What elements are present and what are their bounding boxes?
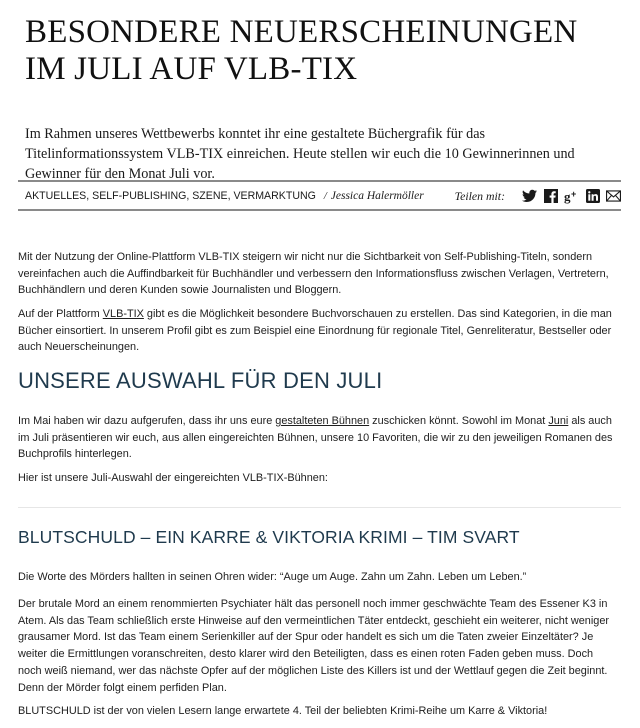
svg-text:g: g [564, 188, 571, 204]
text: zuschicken könnt. Sowohl im Monat [369, 415, 549, 427]
book-heading-blutschuld: BLUTSCHULD – EIN KARRE & VIKTORIA KRIMI – TIM SVART [18, 527, 520, 547]
intro-paragraph-2 [18, 306, 618, 356]
text: Im Mai haben wir dazu aufgerufen, dass ihr uns eure [18, 415, 276, 427]
email-icon[interactable] [606, 189, 621, 204]
text: Auf der Plattform [18, 308, 103, 320]
share-bar [455, 186, 621, 206]
category-link-aktuelles[interactable]: AKTUELLES [25, 190, 87, 202]
meta-categories-author [25, 189, 424, 204]
category-link-vermarktung[interactable]: VERMARKTUNG [233, 190, 316, 202]
category-link-self-publishing[interactable]: SELF-PUBLISHING [92, 190, 187, 202]
category-separator: , [86, 190, 93, 202]
category-separator: , [227, 190, 234, 202]
book-description: Der brutale Mord an einem renommierten Psychiater hält das personell noch immer geschwächte Team des Essener K3 in Atem. Als das Team schließlich erste Hinweise auf den vermeintlichen Täter entdeckt, geschieht ein weiterer, nicht weniger grausamer Mord. Ist das Team einem Serienkiller auf der Spur oder handelt es sich um die Taten zweier Einzeltäter? Je weiter die Ermittlungen voranschreiten, desto klarer wird den Beteiligten, dass es einen roten Faden geben muss. Doch noch weiß niemand, wer das nächste Opfer auf der möglichen Liste des Killers ist und der Wettlauf gegen die Zeit beginnt. Denn der Mörder folgt einem perfiden Plan. [18, 598, 610, 694]
article-lead: Im Rahmen unseres Wettbewerbs konntet ihr eine gestaltete Büchergrafik für das Titelinformationssystem VLB-TIX einreichen. Heute stellen wir euch die 10 Gewinnerinnen und Gewinner für den Monat Juli vor. [25, 126, 575, 182]
intro-paragraph-1: Mit der Nutzung der Online-Plattform VLB-TIX steigern wir nicht nur die Sichtbarkeit von Self-Publishing-Titeln, sondern vereinfachen auch die Auffindbarkeit für Buchhändler und verbessern den Informationsfluss zwischen Verlagen, Vertretern, Buchhändlern und deren Kunden sowie Journalisten und Bloggern. [18, 251, 609, 297]
category-separator: , [186, 190, 193, 202]
vlb-tix-link[interactable]: VLB-TIX [102, 308, 144, 320]
article-meta-bar [18, 180, 621, 211]
text: als auch im Juli präsentieren wir euch, aus allen eingereichten Bühnen, unsere 10 Favoriten, die wir zu den jeweiligen Romanen des Buchprofils hinterlegen. [18, 415, 613, 461]
twitter-icon[interactable] [522, 189, 537, 204]
category-link-szene[interactable]: SZENE [192, 190, 228, 202]
juni-link[interactable]: Juni [548, 415, 569, 427]
text: gibt es die Möglichkeit besondere Buchvorschauen zu erstellen. Das sind Kategorien, in die man Bücher einsortiert. In unserem Profil gibt es zum Beispiel eine Einordnung für regionale Titel, Genreliteratur, Bestseller oder auch Neuerscheinungen. [18, 308, 612, 354]
svg-text:+: + [571, 188, 577, 199]
section-divider [18, 507, 621, 508]
google-plus-icon[interactable] [564, 189, 579, 204]
article-title-line-2: IM JULI AUF VLB-TIX [25, 51, 358, 87]
facebook-icon[interactable] [543, 189, 558, 204]
section-heading-selection: UNSERE AUSWAHL FÜR DEN JULI [18, 368, 383, 393]
selection-paragraph-2: Hier ist unsere Juli-Auswahl der eingereichten VLB-TIX-Bühnen: [18, 472, 328, 484]
article-title-line-1: BESONDERE NEUERSCHEINUNGEN [25, 14, 578, 50]
article-title [25, 14, 577, 88]
author-separator: / [323, 191, 327, 202]
book-series-note: BLUTSCHULD ist der von vielen Lesern lange erwartete 4. Teil der beliebten Krimi-Reihe um Karre & Viktoria! [18, 705, 548, 717]
linkedin-icon[interactable] [585, 189, 600, 204]
gestalteten-buehnen-link[interactable]: gestalteten Bühnen [275, 415, 370, 427]
author-link[interactable]: Jessica Halermöller [330, 190, 424, 202]
selection-paragraph-1 [18, 413, 618, 463]
book-quote: Die Worte des Mörders hallten in seinen Ohren wider: “Auge um Auge. Zahn um Zahn. Leben um Leben.” [18, 571, 527, 583]
share-label: Teilen mit: [454, 188, 505, 203]
